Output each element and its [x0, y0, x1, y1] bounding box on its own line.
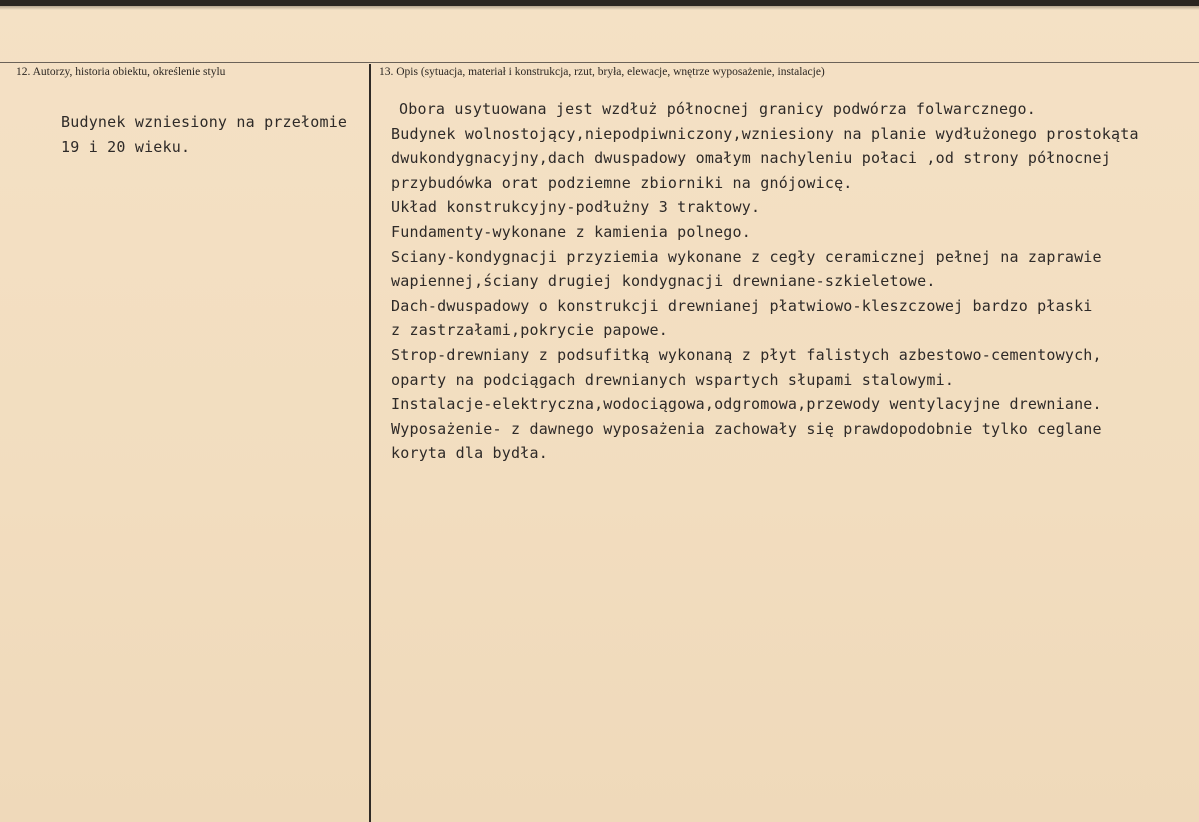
right-line: przybudówka orat podziemne zbiorniki na gnójowicę.: [391, 173, 853, 192]
right-line: Układ konstrukcyjny-podłużny 3 traktowy.: [391, 198, 761, 217]
column-divider: [369, 64, 371, 822]
right-line: Instalacje-elektryczna,wodociągowa,odgromowa,przewody wentylacyjne drewniane.: [391, 395, 1102, 414]
header-rule: [0, 62, 1199, 63]
right-line: Sciany-kondygnacji przyziemia wykonane z cegły ceramicznej pełnej na zaprawie: [391, 247, 1102, 266]
field-12-label: 12. Autorzy, historia obiektu, określenie stylu: [16, 66, 226, 78]
field-12-content: [61, 110, 347, 159]
right-line: z zastrzałami,pokrycie papowe.: [391, 321, 668, 340]
field-13-content: [391, 97, 1139, 466]
right-line: oparty na podciągach drewnianych wspartych słupami stalowymi.: [391, 370, 955, 389]
field-13-label: 13. Opis (sytuacja, materiał i konstrukcja, rzut, bryła, elewacje, wnętrze wyposażenie, instalacje): [379, 66, 825, 78]
right-line: dwukondygnacyjny,dach dwuspadowy omałym nachyleniu połaci ,od strony północnej: [391, 149, 1111, 168]
left-line: Budynek wzniesiony na przełomie: [61, 113, 348, 131]
right-line: koryta dla bydła.: [391, 444, 548, 463]
right-line: Budynek wolnostojący,niepodpiwniczony,wzniesiony na planie wydłużonego prostokąta: [391, 124, 1139, 143]
right-line: Fundamenty-wykonane z kamienia polnego.: [391, 222, 751, 241]
right-line: Obora usytuowana jest wzdłuż północnej granicy podwórza folwarcznego.: [399, 100, 1036, 118]
right-line: Strop-drewniany z podsufitką wykonaną z płyt falistych azbestowo-cementowych,: [391, 345, 1102, 364]
right-line: Dach-dwuspadowy o konstrukcji drewnianej płatwiowo-kleszczowej bardzo płaski: [391, 296, 1093, 315]
right-line: wapiennej,ściany drugiej kondygnacji drewniane-szkieletowe.: [391, 272, 936, 291]
top-edge-shadow: [0, 6, 1199, 10]
right-line: Wyposażenie- z dawnego wyposażenia zachowały się prawdopodobnie tylko ceglane: [391, 419, 1102, 438]
left-line: 19 i 20 wieku.: [61, 137, 191, 156]
